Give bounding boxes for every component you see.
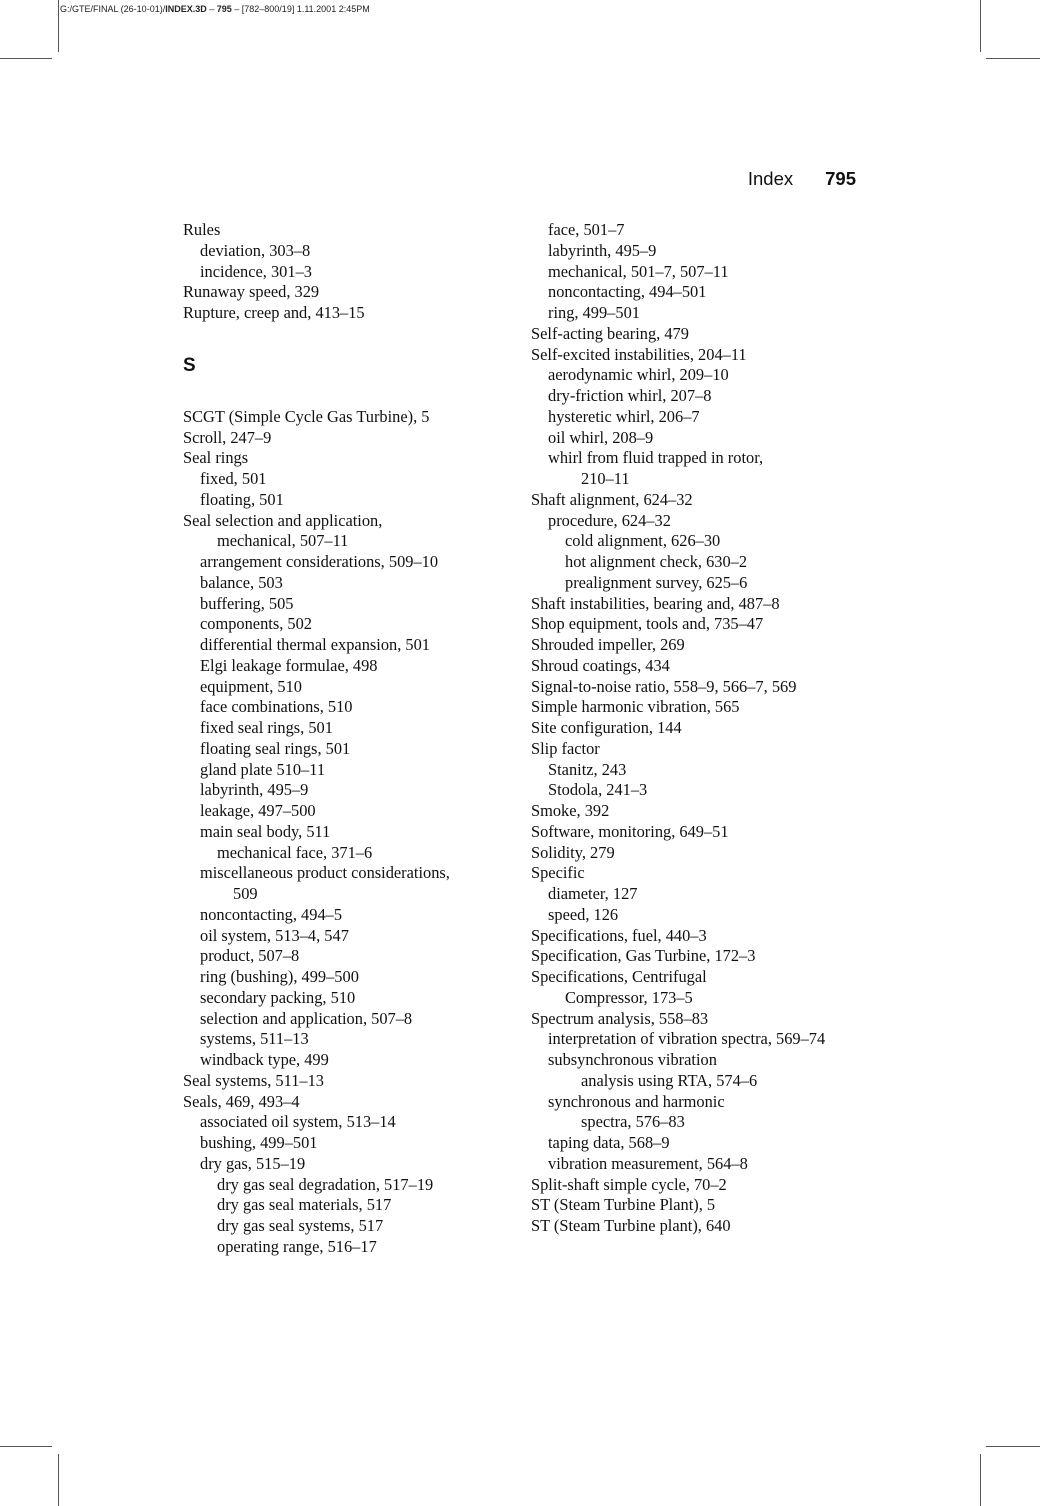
index-subentry: equipment, 510 xyxy=(200,676,302,696)
index-subentry: selection and application, 507–8 xyxy=(200,1008,413,1028)
index-entry: Shaft instabilities, bearing and, 487–8 xyxy=(531,593,780,613)
index-subentry: taping data, 568–9 xyxy=(548,1133,670,1152)
crop-mark-bottom-left-vertical xyxy=(58,1454,59,1506)
page-number: 795 xyxy=(825,168,856,189)
index-subentry: arrangement considerations, 509–10 xyxy=(200,552,439,571)
index-entry: Specifications, fuel, 440–3 xyxy=(531,925,707,945)
index-entry: Shaft alignment, 624–32 xyxy=(531,489,693,509)
index-entry: Runaway speed, 329 xyxy=(183,282,320,302)
index-entry: Software, monitoring, 649–51 xyxy=(531,821,729,841)
index-entry: Simple harmonic vibration, 565 xyxy=(531,697,740,717)
index-subentry: diameter, 127 xyxy=(548,884,638,903)
index-entry: Rules xyxy=(183,220,221,239)
index-subentry: main seal body, 511 xyxy=(200,821,331,841)
index-subentry: aerodynamic whirl, 209–10 xyxy=(548,365,729,385)
index-entry: Signal-to-noise ratio, 558–9, 566–7, 569 xyxy=(531,676,797,696)
index-subentry: prealignment survey, 625–6 xyxy=(565,572,748,592)
index-subentry: synchronous and harmonic xyxy=(548,1091,725,1111)
index-subentry: mechanical face, 371–6 xyxy=(217,842,373,862)
print-slug xyxy=(60,4,370,14)
index-subentry: Compressor, 173–5 xyxy=(565,987,693,1007)
index-subentry: operating range, 516–17 xyxy=(217,1236,377,1256)
running-head xyxy=(600,168,856,190)
crop-mark-top-right-vertical xyxy=(980,0,981,52)
index-subentry: 509 xyxy=(233,884,258,903)
index-subentry: noncontacting, 494–501 xyxy=(548,282,707,302)
index-subentry: oil whirl, 208–9 xyxy=(548,427,654,447)
index-subentry: gland plate 510–11 xyxy=(200,759,326,779)
index-subentry: incidence, 301–3 xyxy=(200,261,312,281)
index-subentry: dry gas, 515–19 xyxy=(200,1153,306,1173)
index-entry: ST (Steam Turbine Plant), 5 xyxy=(531,1195,716,1215)
index-subentry: fixed, 501 xyxy=(200,469,267,488)
index-subentry: secondary packing, 510 xyxy=(200,987,356,1007)
index-subentry: mechanical, 501–7, 507–11 xyxy=(548,261,729,281)
index-subentry: dry gas seal systems, 517 xyxy=(217,1216,384,1235)
index-subentry: Elgi leakage formulae, 498 xyxy=(200,655,378,675)
section-heading: S xyxy=(183,354,196,376)
crop-mark-top-left-vertical xyxy=(58,0,59,52)
running-head-title: Index xyxy=(747,168,794,189)
index-entry: Self-excited instabilities, 204–11 xyxy=(531,344,747,364)
spacer xyxy=(183,324,518,345)
crop-mark-bottom-left-horizontal xyxy=(0,1446,52,1447)
index-entry: Site configuration, 144 xyxy=(531,718,682,737)
index-subentry: systems, 511–13 xyxy=(200,1029,309,1049)
index-subentry: hot alignment check, 630–2 xyxy=(565,552,748,571)
index-subentry: miscellaneous product considerations, xyxy=(200,863,450,883)
crop-mark-top-left-horizontal xyxy=(0,58,52,59)
index-entry: Slip factor xyxy=(531,738,600,758)
index-subentry: dry gas seal degradation, 517–19 xyxy=(217,1174,434,1194)
index-subentry: labyrinth, 495–9 xyxy=(200,780,309,800)
index-subentry: vibration measurement, 564–8 xyxy=(548,1153,748,1173)
index-entry: Specification, Gas Turbine, 172–3 xyxy=(531,946,756,966)
index-entry: Seals, 469, 493–4 xyxy=(183,1091,300,1111)
index-entry: Shrouded impeller, 269 xyxy=(531,635,685,654)
slug-info: – [782–800/19] 1.11.2001 2:45PM xyxy=(231,4,370,14)
index-column-right xyxy=(531,220,871,1237)
index-entry: Spectrum analysis, 558–83 xyxy=(531,1008,709,1028)
index-subentry: deviation, 303–8 xyxy=(200,240,311,260)
index-subentry: ring, 499–501 xyxy=(548,303,640,322)
index-subentry: product, 507–8 xyxy=(200,946,300,966)
index-entry: SCGT (Simple Cycle Gas Turbine), 5 xyxy=(183,406,430,426)
index-subentry: bushing, 499–501 xyxy=(200,1133,318,1152)
index-subentry: 210–11 xyxy=(581,469,630,488)
index-subentry: face combinations, 510 xyxy=(200,697,353,717)
index-subentry: cold alignment, 626–30 xyxy=(565,531,721,551)
index-subentry: noncontacting, 494–5 xyxy=(200,904,343,924)
index-subentry: analysis using RTA, 574–6 xyxy=(581,1070,758,1090)
slug-file: INDEX.3D xyxy=(165,4,207,14)
index-subentry: components, 502 xyxy=(200,614,312,634)
index-subentry: mechanical, 507–11 xyxy=(217,531,349,551)
index-subentry: labyrinth, 495–9 xyxy=(548,240,657,260)
index-entry: Smoke, 392 xyxy=(531,801,610,820)
index-subentry: face, 501–7 xyxy=(548,220,625,239)
index-subentry: Stodola, 241–3 xyxy=(548,780,648,800)
slug-separator: – xyxy=(206,4,217,14)
index-entry: Split-shaft simple cycle, 70–2 xyxy=(531,1174,727,1194)
spacer xyxy=(183,386,518,407)
index-subentry: ring (bushing), 499–500 xyxy=(200,967,359,986)
index-entry: Solidity, 279 xyxy=(531,842,615,862)
index-subentry: associated oil system, 513–14 xyxy=(200,1112,396,1132)
crop-mark-top-right-horizontal xyxy=(986,58,1040,59)
index-subentry: dry gas seal materials, 517 xyxy=(217,1195,392,1215)
index-subentry: fixed seal rings, 501 xyxy=(200,718,333,737)
crop-mark-bottom-right-vertical xyxy=(980,1454,981,1506)
index-subentry: dry-friction whirl, 207–8 xyxy=(548,386,712,405)
index-subentry: buffering, 505 xyxy=(200,593,294,613)
index-subentry: floating, 501 xyxy=(200,489,284,509)
index-subentry: differential thermal expansion, 501 xyxy=(200,635,431,654)
index-entry: ST (Steam Turbine plant), 640 xyxy=(531,1216,731,1235)
index-entry: Shop equipment, tools and, 735–47 xyxy=(531,614,764,634)
index-subentry: subsynchronous vibration xyxy=(548,1050,717,1069)
crop-mark-bottom-right-horizontal xyxy=(986,1446,1040,1447)
index-subentry: floating seal rings, 501 xyxy=(200,738,351,758)
index-entry: Shroud coatings, 434 xyxy=(531,655,670,675)
index-entry: Seal selection and application, xyxy=(183,510,383,530)
index-subentry: procedure, 624–32 xyxy=(548,510,671,530)
index-entry: Seal rings xyxy=(183,448,249,468)
slug-path: G:/GTE/FINAL (26-10-01)/ xyxy=(60,4,166,14)
index-subentry: windback type, 499 xyxy=(200,1050,329,1069)
index-entry: Specific xyxy=(531,863,585,883)
index-subentry: spectra, 576–83 xyxy=(581,1112,685,1132)
index-entry: Specifications, Centrifugal xyxy=(531,967,707,986)
index-subentry: speed, 126 xyxy=(548,904,619,924)
index-subentry: Stanitz, 243 xyxy=(548,759,627,779)
index-column-left xyxy=(183,220,518,1258)
index-entry: Self-acting bearing, 479 xyxy=(531,323,689,343)
index-subentry: interpretation of vibration spectra, 569–74 xyxy=(548,1029,826,1049)
index-entry: Seal systems, 511–13 xyxy=(183,1070,324,1090)
index-subentry: whirl from fluid trapped in rotor, xyxy=(548,448,764,468)
slug-page: 795 xyxy=(216,4,232,14)
index-subentry: hysteretic whirl, 206–7 xyxy=(548,406,700,426)
index-subentry: oil system, 513–4, 547 xyxy=(200,925,349,945)
index-entry: Scroll, 247–9 xyxy=(183,427,272,447)
index-subentry: leakage, 497–500 xyxy=(200,801,316,820)
index-entry: Rupture, creep and, 413–15 xyxy=(183,303,365,322)
index-subentry: balance, 503 xyxy=(200,572,283,592)
